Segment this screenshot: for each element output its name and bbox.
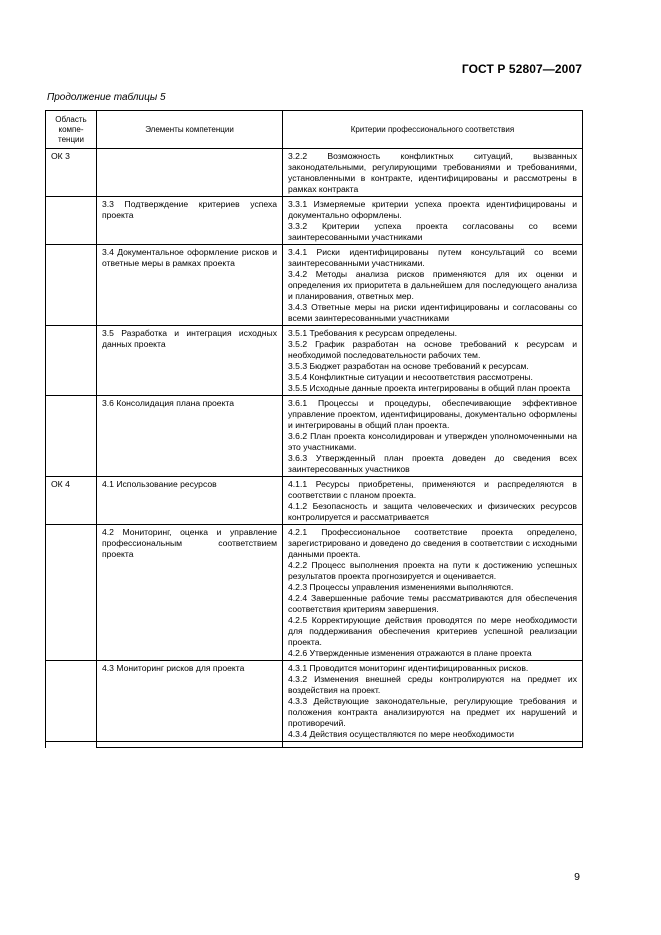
table-row [46,661,583,742]
table-row [46,396,583,477]
column-header-criteria: Критерии профессионального соответствия [283,111,583,149]
competence-element-cell: 3.3 Подтверждение критериев успеха проекта [97,197,283,245]
criterion-item: 3.6.3 Утвержденный план проекта доведен до сведения всех заинтересованных участников [288,453,577,474]
competence-area-cell [46,525,97,661]
competence-area-cell [46,661,97,742]
table-caption: Продолжение таблицы 5 [47,92,166,103]
criterion-item: 3.4.3 Ответные меры на риски идентифицированы и согласованы со всеми заинтересованными участниками [288,302,577,323]
table-header-row [46,111,583,149]
criterion-item: 4.3.1 Проводится мониторинг идентифицированных рисков. [288,663,529,673]
competence-area-cell: ОК 3 [46,149,97,197]
criteria-cell [283,197,583,245]
continuation-cell [97,742,283,748]
column-header-elements: Элементы компетенции [97,111,283,149]
document-code: ГОСТ Р 52807—2007 [461,62,582,76]
competence-element-cell: 3.4 Документальное оформление рисков и ответные меры в рамках проекта [97,245,283,326]
criterion-item: 3.5.4 Конфликтные ситуации и несоответствия рассмотрены. [288,372,533,382]
competence-area-cell: ОК 4 [46,477,97,525]
criterion-item: 3.4.1 Риски идентифицированы путем консультаций со всеми заинтересованными участниками. [288,247,577,268]
criterion-item: 3.5.1 Требования к ресурсам определены. [288,328,458,338]
criterion-item: 4.3.4 Действия осуществляются по мере необходимости [288,729,515,739]
competence-element-cell: 3.6 Консолидация плана проекта [97,396,283,477]
criteria-cell [283,396,583,477]
criterion-item: 3.6.1 Процессы и процедуры, обеспечивающие эффективное управление проектом, идентифицированы, документально оформлены и интегрированы в общий план проекта. [288,398,577,430]
criterion-item: 4.1.1 Ресурсы приобретены, применяются и распределяются в соответствии с планом проекта. [288,479,577,500]
criteria-cell [283,525,583,661]
criteria-cell [283,661,583,742]
table-row [46,245,583,326]
criteria-cell [283,477,583,525]
column-header-area: Область компе-тенции [46,111,97,149]
page-number: 9 [574,871,580,883]
competence-area-cell [46,245,97,326]
criterion-item: 3.5.3 Бюджет разработан на основе требований к ресурсам. [288,361,529,371]
criterion-item: 4.2.2 Процесс выполнения проекта на пути к достижению успешных результатов проекта прогнозируется и оценивается. [288,560,577,581]
competence-element-cell: 4.2 Мониторинг, оценка и управление профессиональным соответствием проекта [97,525,283,661]
continuation-cell [283,742,583,748]
criterion-item: 3.2.2 Возможность конфликтных ситуаций, вызванных законодательными, регулирующими требованиями и требованиями, установленными в контракте, идентифицированы и рассмотрены в рамках контракта [288,151,577,194]
criterion-item: 3.5.2 График разработан на основе требований к ресурсам и необходимой последовательности рабочих тем. [288,339,577,360]
table-row [46,197,583,245]
criterion-item: 4.2.5 Корректирующие действия проводятся по мере необходимости для поддерживания обеспечения критериев успешной реализации проекта. [288,615,577,647]
criterion-item: 4.3.3 Действующие законодательные, регулирующие требования и положения контракта анализируются на предмет их нарушений и противоречий. [288,696,577,728]
competence-element-cell: 3.5 Разработка и интеграция исходных данных проекта [97,326,283,396]
criterion-item: 4.3.2 Изменения внешней среды контролируются на предмет их воздействия на проект. [288,674,577,695]
criteria-cell [283,326,583,396]
table-row [46,477,583,525]
competence-area-cell [46,197,97,245]
competence-element-cell: 4.3 Мониторинг рисков для проекта [97,661,283,742]
table-continuation-row [46,742,583,748]
table-row [46,525,583,661]
competence-area-cell [46,326,97,396]
criteria-cell [283,245,583,326]
criterion-item: 3.3.2 Критерии успеха проекта согласованы со всеми заинтересованными участниками [288,221,577,242]
criterion-item: 3.5.5 Исходные данные проекта интегрированы в общий план проекта [288,383,571,393]
table-body [46,149,583,748]
competence-area-cell [46,396,97,477]
competence-element-cell [97,149,283,197]
criteria-cell [283,149,583,197]
criterion-item: 4.2.6 Утвержденные изменения отражаются в плане проекта [288,648,532,658]
criterion-item: 4.2.3 Процессы управления изменениями выполняются. [288,582,514,592]
criterion-item: 3.6.2 План проекта консолидирован и утвержден уполномоченными на это участниками. [288,431,577,452]
table-row [46,149,583,197]
criterion-item: 4.2.1 Профессиональное соответствие проекта определено, зарегистрировано и доведено до сведения в соответствии с исходными данными проекта. [288,527,577,559]
competence-element-cell: 4.1 Использование ресурсов [97,477,283,525]
competence-table [45,110,583,748]
criterion-item: 3.3.1 Измеряемые критерии успеха проекта идентифицированы и документально оформлены. [288,199,577,220]
continuation-cell [46,742,97,748]
criterion-item: 4.2.4 Завершенные рабочие темы рассматриваются для обеспечения соответствия критериям завершения. [288,593,577,614]
criterion-item: 3.4.2 Методы анализа рисков применяются для их оценки и определения их приоритета в дальнейшем для последующего анализа и планирования, ответных мер. [288,269,577,301]
criterion-item: 4.1.2 Безопасность и защита человеческих и физических ресурсов контролируется и рассматривается [288,501,577,522]
table-row [46,326,583,396]
